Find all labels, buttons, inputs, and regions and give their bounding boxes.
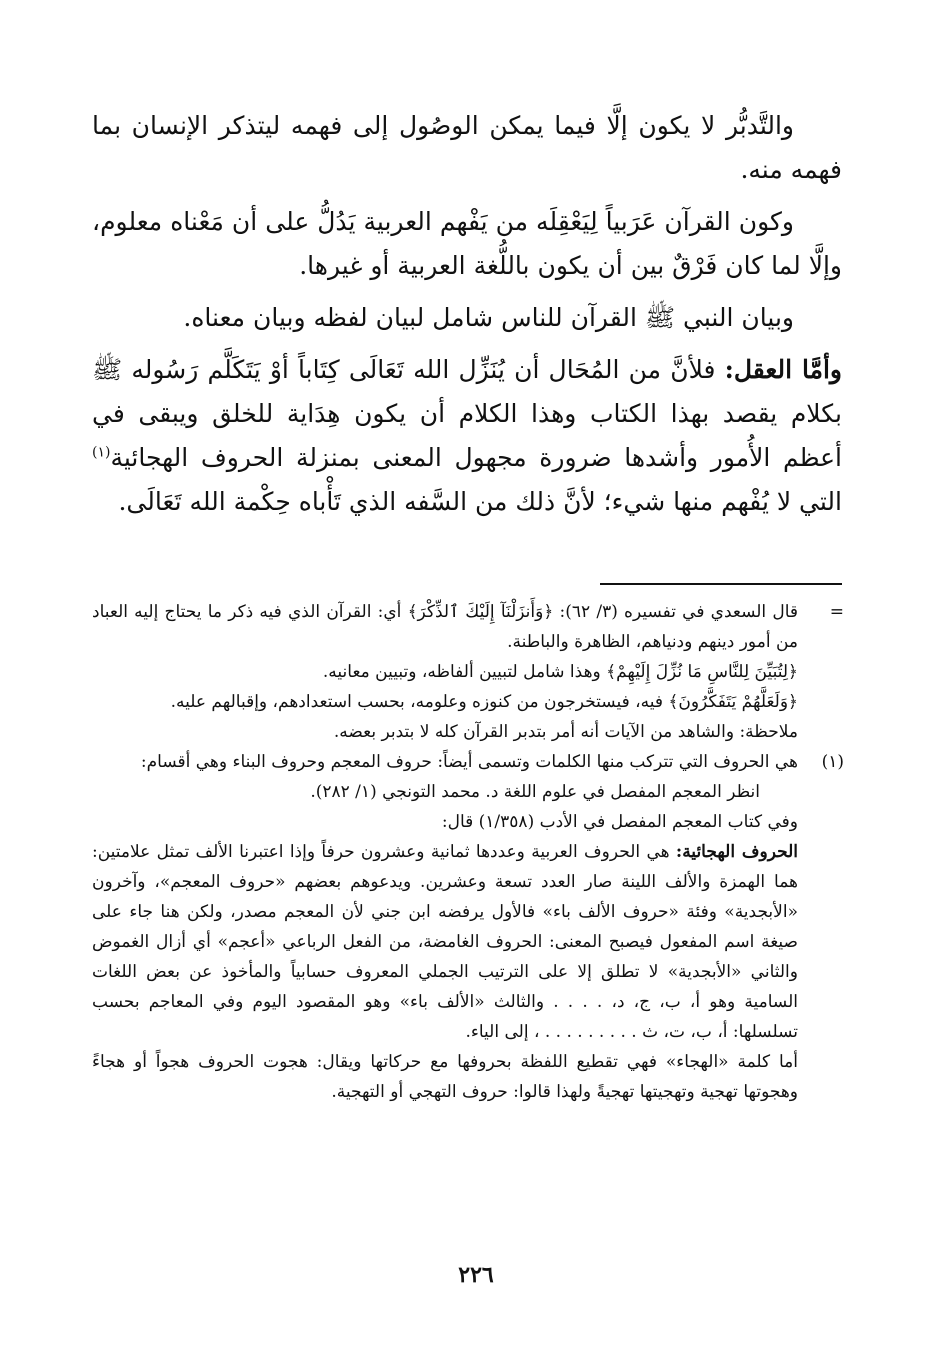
footnotes <box>92 597 844 1107</box>
footnote-1-line: وفي كتاب المعجم المفصل في الأدب (١/٣٥٨) قال: <box>441 812 798 832</box>
footnote-separator <box>600 583 842 585</box>
footnote-continuation <box>92 597 844 747</box>
footnote-1-line: انظر المعجم المفصل في علوم اللغة د. محمد التونجي (١/ ٢٨٢). <box>310 782 760 802</box>
continuation-body <box>92 597 798 747</box>
footnote-1-body <box>92 747 798 1107</box>
continuation-mark: = <box>829 602 844 622</box>
paragraph-4-text: فلأنَّ من المُحَال أن يُنَزِّل الله تَعَالَى كِتَاباً أوْ يَتَكَلَّم رَسُوله ﷺ بكلام يقصد بهذا الكتاب وهذا الكلام أن يكون هِدَاية للخلق ويبقى في أعظم الأُمور وأشدها ضرورة مجهول المعنى بمنزلة الحروف الهجائية <box>92 355 842 472</box>
continuation-line: ملاحظة: والشاهد من الآيات أنه أمر بتدبر القرآن كله لا بتدبر بعضه. <box>333 722 798 742</box>
paragraph-1: والتَّدبُّر لا يكون إلَّا فيما يمكن الوصُول إلى فهمه ليتذكر الإنسان بما فهمه منه. <box>92 111 842 184</box>
footnote-1 <box>92 747 844 1107</box>
paragraph-3: وبيان النبي ﷺ القرآن للناس شامل لبيان لفظه وبيان معناه. <box>183 303 794 332</box>
footnote-1-quote-text: هي الحروف العربية وعددها ثمانية وعشرون حرفاً وإذا اعتبرنا الألف تمثل علامتين: هما الهمزة والألف اللينة صار العدد تسعة وعشرين. ويدعوهم بعضهم «حروف المعجم»، وآخرون «الأبجدية» وفئة «حروف الألف باء» فالأول يرفضه ابن جني لأن المعجم مصدر، ولكن هنا جاء على صيغة اسم المفعول فيصبح المعنى: الحروف الغامضة، من الفعل الرباعي «أعجم» أي أزال الغموض والثاني «الأبجدية» لا تطلق إلا على الترتيب الجملي المعروف حسابياً والمأخوذ عن بعض اللغات السامية وهو أ، ب، ج، د، . . . . والثالث «الألف باء» وهو المقصود اليوم وفي المعاجم بحسب تسلسلها: أ، ب، ت، ث . . . . . . . . . ، إلى الياء. <box>92 842 798 1042</box>
paragraph-4 <box>92 348 842 524</box>
page-number: ٢٢٦ <box>458 1262 494 1288</box>
footnote-1-closing: أما كلمة «الهجاء» فهي تقطيع اللفظة بحروفها مع حركاتها ويقال: هجوت الحروف هجواً أو هجاءً وهجوتها تهجية وتهجيتها تهجيةً ولهذا قالوا: حروف التهجي أو التهجية. <box>92 1052 798 1102</box>
footnote-ref-1: (١) <box>92 444 111 461</box>
main-text <box>92 104 842 532</box>
footnote-1-mark: (١) <box>821 752 844 772</box>
footnote-1-quote <box>92 837 798 1047</box>
continuation-line: ﴿لِتُبَيِّنَ لِلنَّاسِ مَا نُزِّلَ إِلَيْهِمْ﴾ وهذا شامل لتبيين ألفاظه، وتبيين معانيه. <box>322 662 798 682</box>
footnote-1-line: هي الحروف التي تتركب منها الكلمات وتسمى أيضاً: حروف المعجم وحروف البناء وهي أقسام: <box>140 752 798 772</box>
paragraph-2: وكون القرآن عَرَبياً لِيَعْقِلَه من يَفْهم العربية يَدُلُّ على أن مَعْناه معلوم، وإلَّا لما كان فَرْقٌ بين أن يكون باللُّغة العربية أو غيرها. <box>92 207 842 280</box>
continuation-line: قال السعدي في تفسيره (٣/ ٦٢): ﴿وَأَنزَلْنَآ إِلَيْكَ ٱلذِّكْرَ﴾ أي: القرآن الذي فيه ذكر ما يحتاج إليه العباد من أمور دينهم ودنياهم، الظاهرة والباطنة. <box>92 602 799 652</box>
paragraph-4-lead: وأمَّا العقل: <box>724 355 842 384</box>
continuation-line: ﴿وَلَعَلَّهُمْ يَتَفَكَّرُونَ﴾ فيه، فيستخرجون من كنوزه وعلومه، بحسب استعدادهم، وإقبالهم عليه. <box>170 692 798 712</box>
paragraph-4-tail: التي لا يُفْهم منها شيء؛ لأنَّ ذلك من السَّفه الذي تَأْباه حِكْمة الله تَعَالَى. <box>118 487 842 516</box>
footnote-1-quote-lead: الحروف الهجائية: <box>675 842 799 862</box>
